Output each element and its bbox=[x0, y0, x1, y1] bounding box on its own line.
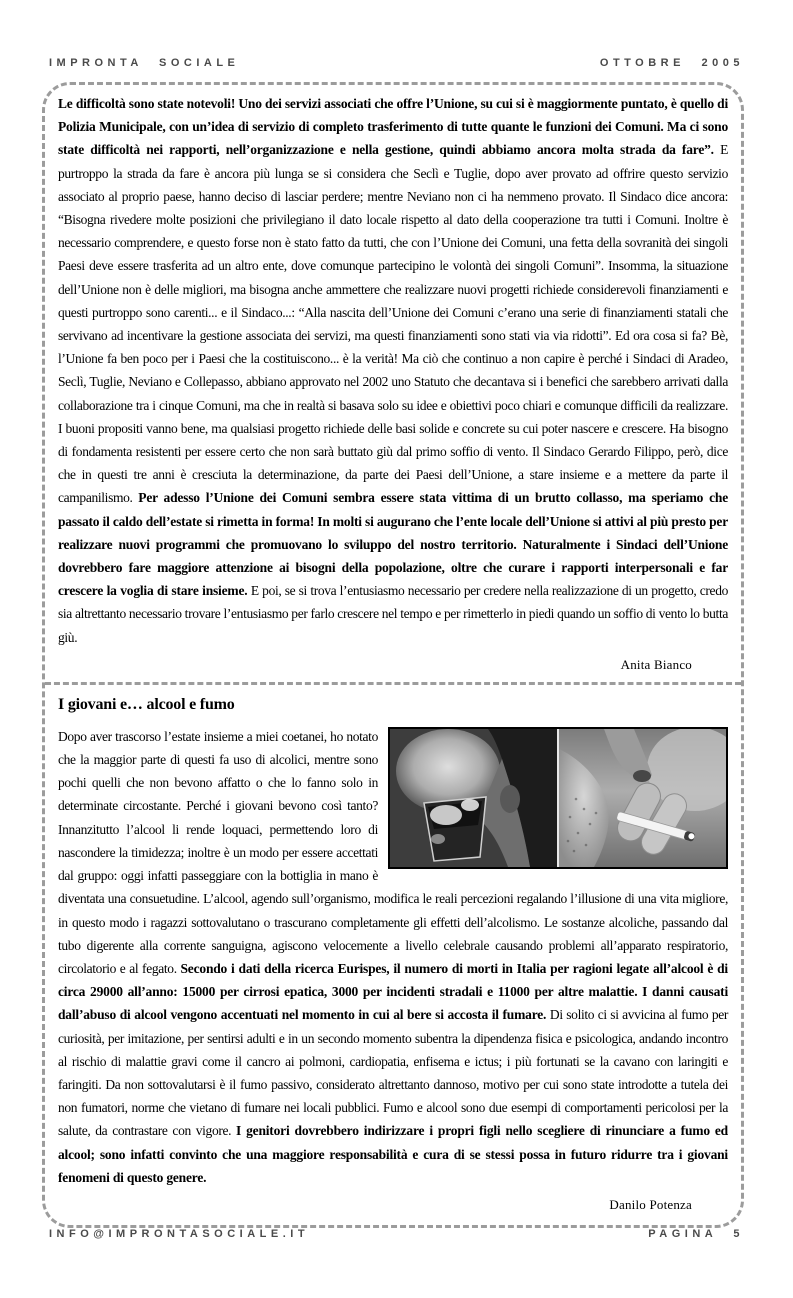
article2-body1: Dopo aver trascorso l’estate insieme a miei coetanei, ho notato che la maggior parte di questi fa uso di alcolici, mentre sono pochi quelli che non bevono affatto o che lo fanno solo in determinate circostante. Perché i giovani bevono così tanto? Innanzitutto l’alcool li rende loquaci, permettendo loro di nascondere la timidezza; inoltre è un modo per essere accettati dal gruppo: oggi infatti passeggiare con la bottiglia in mano è diventata una consuetudine. L’alcool, agendo sull’organismo, modifica le reali percezioni regalando l’illusione di una vita migliore, in questo modo i ragazzi sottovalutano o trascurano completamente gli effetti dell’alcolismo. Le sostanze alcoliche, passando dal tubo digerente alla corrente sanguigna, agiscono velocemente a livello celebrale causando problemi all’apparato respiratorio, circolatorio e al fegato. bbox=[58, 728, 728, 976]
article2-title: I giovani e… alcool e fumo bbox=[58, 695, 235, 713]
dashed-content-frame bbox=[42, 82, 744, 1228]
article1-body-mid: E purtroppo la strada da fare è ancora più lunga se si considera che Seclì e Tuglie, dopo aver provato ad offrire questo servizio associato al proprio paese, hanno deciso di lasciar perdere; mentre Neviano non ci ha nemmeno provato. Il Sindaco dice ancora: “Bisogna rivedere molte posizioni che privilegiano il dato locale rispetto al dato della cooperazione tra tutti i Comuni. Inoltre è necessario comprendere, e questo forse non è stato fatto da tutti, che con l’Unione dei Comuni, una fetta della sovranità dei singoli Paesi deve essere trasferita ad un altro ente, dove comunque partecipino le volontà dei singoli Comuni”. Insomma, la situazione dell’Unione non è delle migliori, ma bisogna anche ammettere che realizzare nuovi progetti richiede considerevoli finanziamenti e questi purtroppo sono carenti... e il Sindaco...: “Alla nascita dell’Unione dei Comuni c’erano una serie di finanziamenti statali che servivano ad incentivare la gestione associata dei servizi, ma questi finanziamenti sono stati via via ridotti”. Ed ora cosa si fa? Bè, l’Unione fa ben poco per i Paesi che la costituiscono... è la verità! Ma ciò che continuo a non capire è perché i Sindaci di Aradeo, Seclì, Tuglie, Neviano e Collepasso, abbiano approvato nel 2002 uno Statuto che decantava si i benefici che sarebbero arrivati dalla collaborazione tra i cinque Comuni, ma che in realtà si basava solo su idee e obiettivi poco chiari e comunque difficili da realizzare. I buoni propositi vanno bene, ma qualsiasi progetto richiede delle basi solide e concrete su cui poter nascere e crescere. Ha bisogno di fondamenta resistenti per essere certo che non sarà buttato giù dal primo soffio di vento. Il Sindaco Gerardo Filippo, però, dice che in questi tre anni è cresciuta la determinazione, da parte dei Paesi dell’Unione, a stare insieme e a mettere da parte il campanilismo. bbox=[58, 142, 728, 506]
article2-bold1: Secondo i dati della ricerca Eurispes, il numero di morti in Italia per ragioni legate all’alcool è di circa 29000 all’anno: 15000 per cirrosi epatica, 3000 per incidenti stradali e 11000 per altre malattie. I danni causati dall’abuso di alcool vengono accentuati nel momento in cui al bere si accosta il fumare. bbox=[58, 960, 728, 1023]
article1-bold-intro: Le difficoltà sono state notevoli! Uno dei servizi associati che offre l’Unione, su cui si è maggiormente puntato, è quello di Polizia Municipale, con un’idea di servizio di completo trasferimento di tutte quante le funzioni dei Comuni. Ma ci sono state difficoltà nei rapporti, nell’organizzazione e nella gestione, quindi abbiamo ancora molta strada da fare”. bbox=[58, 96, 728, 158]
article-giovani-alcool-fumo bbox=[45, 682, 741, 1225]
article1-text bbox=[58, 92, 728, 649]
page-header bbox=[0, 0, 793, 69]
article1-author: Anita Bianco bbox=[620, 656, 692, 672]
smoking-photo-right-panel bbox=[559, 729, 726, 867]
page-footer bbox=[0, 1228, 793, 1298]
drinking-photo-left-panel bbox=[390, 729, 558, 867]
article2-body2: Di solito ci si avvicina al fumo per curiosità, per imitazione, per sentirsi adulti e in un secondo momento subentra la dipendenza fisica e psicologica, andando incontro al rischio di malattie gravi come il cancro ai polmoni, cardiopatia, enfisema e ictus; i più fortunati se la cavano con laringiti e faringiti. Da non sottovalutarsi è il fumo passivo, considerato altrettanto dannoso, motivo per cui sono state introdotte a tutela dei non fumatori, norme che vietano di fumare nei locali pubblici. Fumo e alcool sono due esempi di comportamenti pericolosi per la salute, da contrastare con vigore. bbox=[58, 1007, 729, 1139]
article1-body-end: E poi, se si trova l’entusiasmo necessario per credere nella realizzazione di un progetto, credo sia altrettanto necessario trovare l’entusiasmo per farlo crescere nel tempo e per rimetterlo in piedi quando un soffio di vento lo butta giù. bbox=[58, 583, 728, 645]
page-number: PAGINA 5 bbox=[648, 1227, 744, 1240]
article-unione-comuni bbox=[45, 85, 741, 682]
article2-author: Danilo Potenza bbox=[609, 1196, 692, 1212]
man-drinking-and-smoking-photo bbox=[388, 727, 728, 869]
issue-date: OTTOBRE 2005 bbox=[599, 57, 744, 69]
article2-bold2: I genitori dovrebbero indirizzare i propri figli nello scegliere di rinunciare a fumo ed alcool; sono infatti convinto che una maggiore responsabilità e cura di se stessi possa in futuro ridurre tra i giovani fenomeni di questo genere. bbox=[58, 1123, 728, 1185]
contact-email: INFO@IMPRONTASOCIALE.IT bbox=[49, 1227, 310, 1240]
masthead-title: IMPRONTA SOCIALE bbox=[49, 57, 240, 69]
article1-bold-outro: Per adesso l’Unione dei Comuni sembra essere stata vittima di un brutto collasso, ma speriamo che passato il caldo dell’estate si rimetta in forma! In molti si augurano che l’ente locale dell’Unione si attivi al più presto per realizzare nuovi programmi che promuovano lo sviluppo del nostro territorio. Naturalmente i Sindaci dell’Unione dovrebbero fare maggiore attenzione ai bisogni della popolazione, oltre che curare i rapporti interpersonali e far crescere la voglia di stare insieme. bbox=[58, 490, 728, 599]
